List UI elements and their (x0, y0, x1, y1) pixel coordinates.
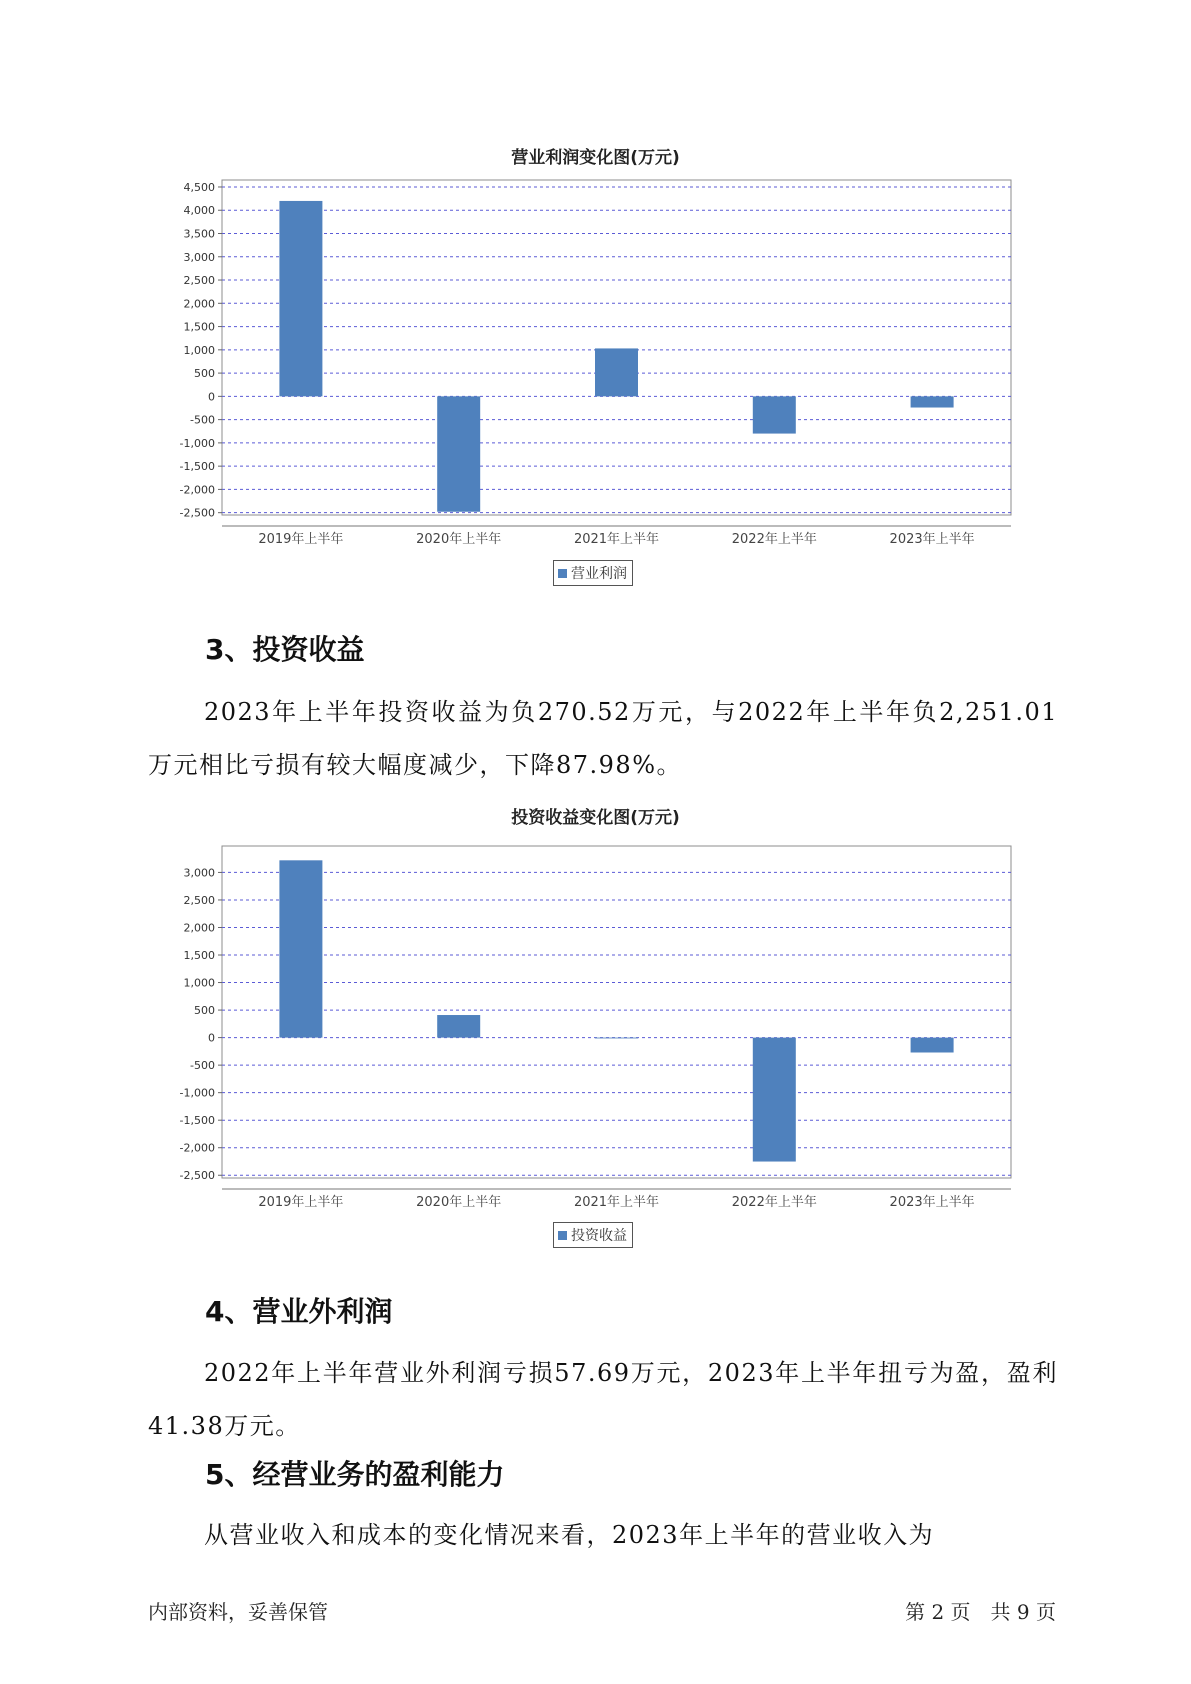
chart2-ytick-label: 2,000 (183, 921, 215, 935)
section4-paragraph: 2022年上半年营业外利润亏损57.69万元，2023年上半年扭亏为盈，盈利41.38万元。 (148, 1359, 1058, 1440)
chart2-ytick-label: -500 (190, 1059, 215, 1073)
section3-heading: 3、投资收益 (205, 633, 365, 666)
chart1-ytick-label: 3,000 (183, 250, 215, 264)
chart2-legend-swatch (558, 1231, 567, 1240)
chart1-ytick-label: -1,500 (179, 460, 215, 474)
chart1-ytick-label: -2,500 (179, 506, 215, 520)
chart2-bar (911, 1038, 954, 1053)
chart1-ytick-label: -1,000 (179, 436, 215, 450)
chart2-legend (553, 1222, 633, 1248)
chart1-ytick-label: 2,000 (183, 297, 215, 311)
chart1-title: 营业利润变化图(万元) (511, 148, 680, 168)
chart1-category-label: 2022年上半年 (731, 532, 817, 547)
chart2-legend-label: 投资收益 (571, 1228, 627, 1244)
chart1-ytick-label: 500 (194, 367, 215, 381)
chart2-ytick-label: 0 (208, 1031, 215, 1045)
chart1-ytick-label: 4,500 (183, 180, 215, 194)
chart1-ytick-label: 2,500 (183, 274, 215, 288)
chart2-ytick-label: 1,000 (183, 976, 215, 990)
chart2-plot-frame (222, 846, 1011, 1178)
chart2-bar (753, 1038, 796, 1162)
chart2-category-label: 2022年上半年 (731, 1195, 817, 1210)
footer-page-number: 第 2 页 共 9 页 (905, 1600, 1056, 1624)
chart1-ytick-label: -500 (190, 413, 215, 427)
chart1-ytick-label: 3,500 (183, 227, 215, 241)
chart2-ytick-label: 3,000 (183, 866, 215, 880)
chart2-category-label: 2019年上半年 (258, 1195, 344, 1210)
chart2-category-label: 2023年上半年 (889, 1195, 975, 1210)
chart2-title: 投资收益变化图(万元) (511, 808, 680, 828)
chart2-category-label: 2020年上半年 (416, 1195, 502, 1210)
chart2-bar (437, 1015, 480, 1038)
chart1-ytick-label: -2,000 (179, 483, 215, 497)
chart2-ytick-label: -2,500 (179, 1169, 215, 1183)
section5-heading: 5、经营业务的盈利能力 (205, 1458, 505, 1491)
chart1-category-label: 2020年上半年 (416, 532, 502, 547)
chart2-ytick-label: 500 (194, 1004, 215, 1018)
footer-confidential: 内部资料，妥善保管 (148, 1600, 328, 1624)
chart2-ytick-label: 2,500 (183, 893, 215, 907)
chart2-bar (279, 860, 322, 1037)
chart1-legend-label: 营业利润 (571, 566, 627, 582)
chart2-ytick-label: -1,000 (179, 1086, 215, 1100)
chart2-bar (595, 1038, 638, 1039)
chart2-ytick-label: -2,000 (179, 1141, 215, 1155)
chart1-ytick-label: 1,500 (183, 320, 215, 334)
chart1-ytick-label: 1,000 (183, 343, 215, 357)
section3-paragraph: 2023年上半年投资收益为负270.52万元，与2022年上半年负2,251.01万元相比亏损有较大幅度减少，下降87.98%。 (148, 698, 1058, 779)
chart1-category-label: 2021年上半年 (573, 532, 660, 547)
chart1-category-label: 2023年上半年 (889, 532, 975, 547)
section4-heading: 4、营业外利润 (205, 1295, 393, 1328)
chart1-ytick-label: 0 (208, 390, 215, 404)
chart1-ytick-label: 4,000 (183, 204, 215, 218)
chart2-ytick-label: 1,500 (183, 949, 215, 963)
chart1-category-label: 2019年上半年 (258, 532, 344, 547)
chart2-category-label: 2021年上半年 (573, 1195, 660, 1210)
chart2-ytick-label: -1,500 (179, 1114, 215, 1128)
section5-paragraph: 从营业收入和成本的变化情况来看，2023年上半年的营业收入为 (204, 1521, 935, 1549)
